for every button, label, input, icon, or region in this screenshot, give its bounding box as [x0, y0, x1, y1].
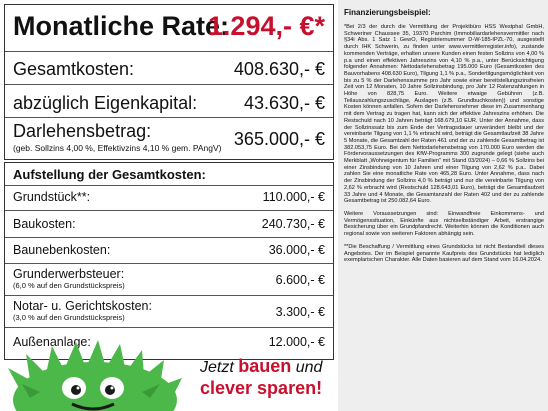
divider	[5, 185, 333, 186]
item-value: 3.300,- €	[275, 305, 325, 319]
loan-value: 365.000,- €	[233, 129, 325, 149]
mascot-illustration	[0, 328, 190, 411]
financing-paragraph-3: **Die Beschaffung / Vermittlung eines Grundstücks ist nicht Bestandteil dieses Angebotes. Der im Beispiel genannte Kaufpreis des Grundstücks hat lediglich exemplarischen Charakter. Alle Daten basieren auf dem Stand vom 16.04.2024.	[344, 243, 544, 264]
item-label: Grunderwerbsteuer:	[13, 267, 125, 281]
monthly-rate-row	[13, 11, 325, 45]
slogan-bauen: bauen	[238, 356, 292, 376]
divider	[5, 295, 333, 296]
slogan-jetzt: Jetzt	[200, 359, 239, 376]
item-label: Baukosten:	[13, 217, 76, 231]
loan-interest-note: (geb. Sollzins 4,00 %, Effektivzins 4,10 % gem. PAngV)	[13, 143, 222, 153]
financing-example-panel	[338, 0, 548, 411]
total-cost-value: 408.630,- €	[233, 59, 325, 79]
total-cost-label: Gesamtkosten:	[13, 59, 135, 79]
financing-paragraph-2: Weitere Voraussetzungen sind: Einwandfreie Einkommens- und Vermögenssituation, Einkünfte aus nichtselbständiger Arbeit, erstrangige Besicherung über ein Grundpfandrecht. Weiterhin können die Konditionen auch regional sowie von weiteren Faktoren abhängig sein.	[344, 210, 544, 238]
loan-label: Darlehensbetrag:	[13, 121, 152, 141]
item-label: Notar- u. Gerichtskosten:	[13, 299, 152, 313]
divider	[5, 237, 333, 238]
item-value: 12.000,- €	[268, 335, 325, 349]
item-label: Außenanlage:	[13, 335, 91, 349]
rate-summary-box	[4, 4, 334, 160]
item-note: (6,0 % auf den Grundstückspreis)	[13, 281, 125, 290]
divider	[5, 84, 333, 85]
monthly-rate-value: 1.294,- €*	[207, 11, 325, 41]
financing-title: Finanzierungsbeispiel:	[344, 8, 431, 17]
item-label: Baunebenkosten:	[13, 243, 111, 257]
slogan-line2: clever sparen!	[200, 378, 323, 398]
financing-body	[344, 24, 544, 270]
equity-value: 43.630,- €	[243, 93, 325, 113]
item-value: 36.000,- €	[268, 243, 325, 257]
breakdown-heading: Aufstellung der Gesamtkosten:	[13, 167, 206, 182]
divider	[5, 51, 333, 52]
item-value: 110.000,- €	[262, 190, 325, 204]
monthly-rate-label: Monatliche Rate:	[13, 11, 230, 41]
slogan	[200, 356, 322, 398]
item-label: Grundstück**:	[13, 190, 91, 204]
divider	[5, 210, 333, 211]
item-note: (3,0 % auf den Grundstückspreis)	[13, 313, 125, 322]
item-value: 6.600,- €	[275, 273, 325, 287]
equity-label: abzüglich Eigenkapital:	[13, 93, 198, 113]
financing-paragraph-1: *Bei 2/3 der durch die Vermittlung der Projektbüro HSS Westphal GmbH, Schweriner Chaussee 35, 19370 Parchim (Immobiliardarlehensvermittler nach §34i Abs. 1 Satz 1 GewO, Registriernummer D-W-185-IPZL-70, ausgestellt durch IHK Schwerin, zu finden unter www.vermittlerregister.info), zustande kommenden Verträge, erhalten unsere Kunden einen festen Sollzins von 4,00 % p.a und einen effektiven Jahreszins von 4,10 % p.a., unter Berücksichtigung folgender Annahmen: Nettodarlehensbetrag 195.000 Euro (Gesamtkosten des Bauvorhabens 408.630 Euro), Tilgung 1,1 % p.a., Sondertilgungsmöglichkeit von bis zu 5 % der Darlehenssumme pro Jahr sowie einer bereitstellungszinsfreien Zeit von 12 Monaten, 10 Jahre Sollzinsbindung, pro Jahr 12 Ratenzahlungen in Höhe von 828,75 Euro. Weitere etwaige Gebühren (z.B. Teilauszahlungszuschläge, Auslagen (z.B. Grundbuchkosten)) und sonstige Kosten können anfallen. Sofern der Darlehensnehmer diese im Zusammenhang mit dem Vertrag zu tragen hat, kann sich der effektive Jahreszins erhöhen. Die Restschuld nach 10 Jahren beträgt 168.679,10 EUR. Unter der Annahme, dass der Sollzinssatz bis zum Ende der Vertragsdauer unverändert bleibt und der vereinbarte Tilgung von 1,1 % erbracht wird, beträgt die Gesamtlaufzeit 38 Jahre 5 Monate, die Gesamtzahl der Raten 461 und der zu zahlende Gesamtbetrag ist 382.053,75 Euro. Bei dem Nettodarlehensbetrag von 170.000 Euro werden die Fördervoraussetzungen des KfW-Programms 300 zugrunde gelegt (siehe auch Merkblatt „Wohneigentum für Familien" mit Stand 03/2024) – 0,66 % Sollzins bei einer Zinsbindung von 10 Jahren und einer Tilgung von 2,62 % p.a.. Dabei zahlen Sie eine monatliche Rate von 465,28 Euro. Unter Annahme, dass nach der Zinsbindung der Sollzins 4,0 % beträgt und nur die vereinbarte Tilgung von 2,62 % erbracht wird (Restschuld 128.643,01 Euro), beträgt die Gesamtlaufzeit 33 Jahre und 4 Monate, die Gesamtanzahl der Raten 402 und der zu zahlende Gesamtbetrag ist 250.082,64 Euro.	[344, 24, 544, 205]
divider	[5, 263, 333, 264]
item-value: 240.730,- €	[261, 217, 325, 231]
divider	[5, 117, 333, 118]
slogan-und: und	[291, 359, 323, 376]
